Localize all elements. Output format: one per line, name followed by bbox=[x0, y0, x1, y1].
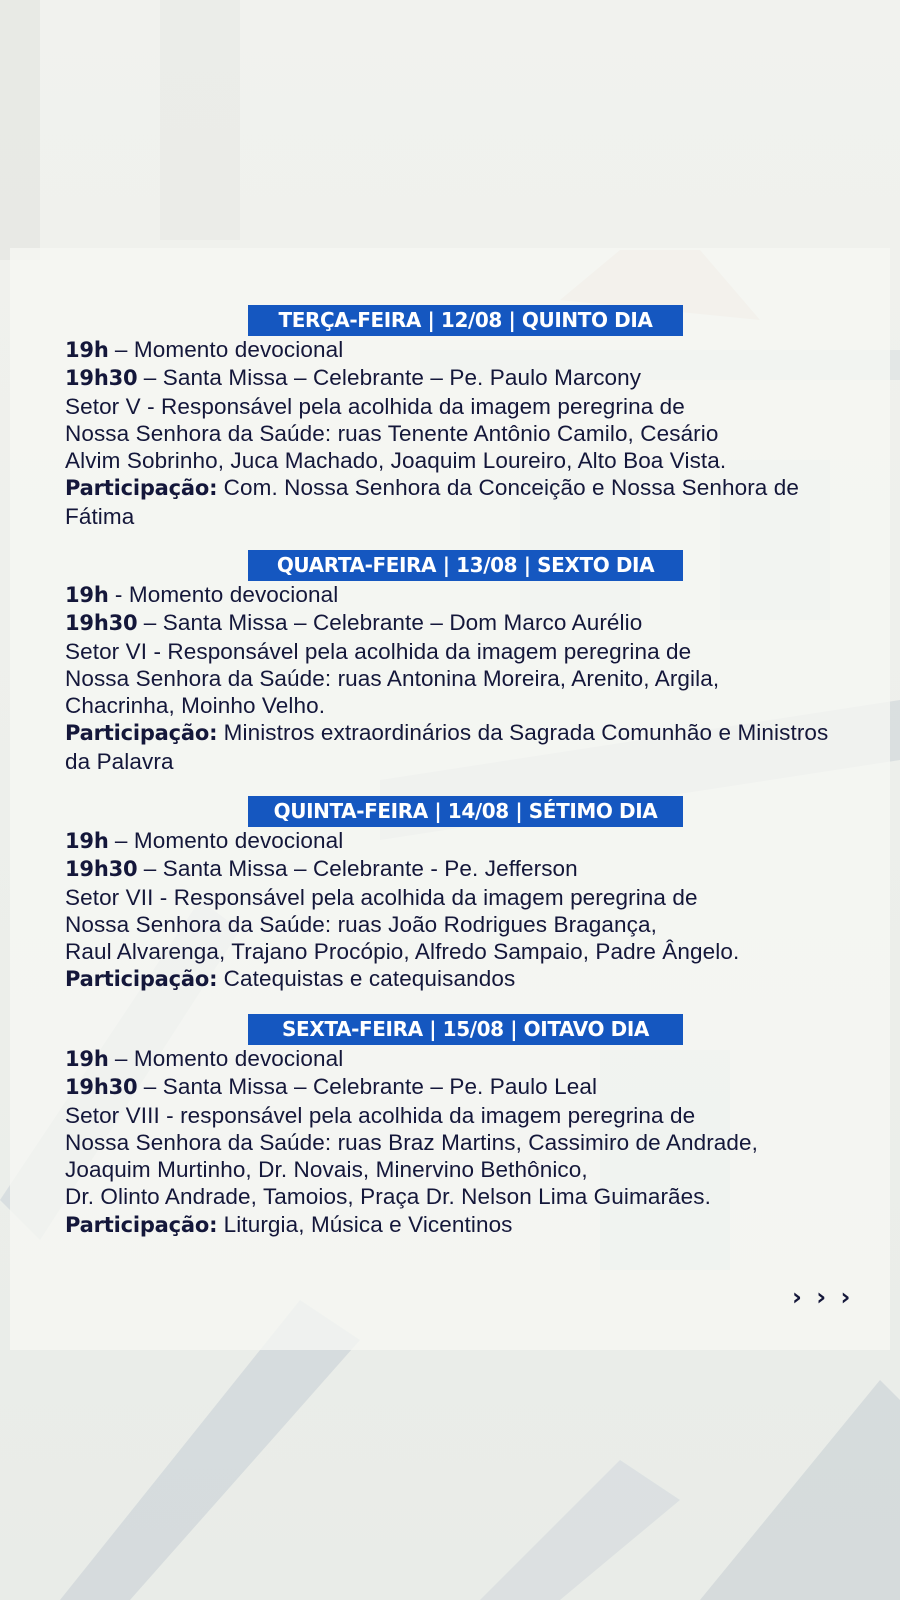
time-text: - Momento devocional bbox=[108, 582, 339, 607]
time-label: 19h bbox=[65, 338, 109, 362]
mass-line bbox=[65, 364, 855, 392]
participation-text: Ministros extraordinários da Sagrada Comunhão e Ministros da Palavra bbox=[65, 720, 829, 774]
day-block bbox=[65, 550, 855, 775]
participation-text: Liturgia, Música e Vicentinos bbox=[217, 1211, 513, 1237]
day-header: QUARTA-FEIRA | 13/08 | SEXTO DIA bbox=[248, 550, 683, 581]
participation-line bbox=[65, 1211, 855, 1239]
mass-line bbox=[65, 855, 855, 883]
mass-line bbox=[65, 609, 855, 637]
participation-label: Participação: bbox=[65, 967, 218, 992]
time-text: – Momento devocional bbox=[108, 828, 344, 853]
participation-text: Com. Nossa Senhora da Conceição e Nossa Senhora de Fátima bbox=[65, 475, 799, 529]
participation-label: Participação: bbox=[65, 1212, 218, 1237]
time-text: – Santa Missa – Celebrante – Dom Marco Aurélio bbox=[137, 610, 643, 636]
day-header: SEXTA-FEIRA | 15/08 | OITAVO DIA bbox=[248, 1014, 683, 1045]
chevron-right-icon[interactable]: › › › bbox=[792, 1283, 854, 1311]
sector-line: Setor VIII - responsável pela acolhida da imagem peregrina de bbox=[65, 1102, 696, 1128]
participation-line bbox=[65, 965, 855, 993]
devotional-line bbox=[65, 827, 855, 855]
time-text: – Santa Missa – Celebrante - Pe. Jefferson bbox=[137, 856, 578, 882]
time-label: 19h30 bbox=[65, 857, 138, 882]
sector-line: Nossa Senhora da Saúde: ruas Braz Martins, Cassimiro de Andrade, bbox=[65, 1129, 759, 1155]
devotional-line bbox=[65, 581, 855, 609]
time-text: – Momento devocional bbox=[108, 1046, 344, 1071]
participation-line bbox=[65, 474, 855, 530]
sector-line: Joaquim Murtinho, Dr. Novais, Minervino Bethônico, bbox=[65, 1157, 588, 1183]
sector-line: Alvim Sobrinho, Juca Machado, Joaquim Loureiro, Alto Boa Vista. bbox=[65, 448, 727, 474]
sector-line: Raul Alvarenga, Trajano Procópio, Alfredo Sampaio, Padre Ângelo. bbox=[65, 939, 740, 965]
participation-label: Participação: bbox=[65, 721, 218, 746]
day-header: TERÇA-FEIRA | 12/08 | QUINTO DIA bbox=[248, 305, 683, 336]
day-header: QUINTA-FEIRA | 14/08 | SÉTIMO DIA bbox=[248, 796, 683, 827]
time-label: 19h bbox=[65, 1047, 109, 1071]
participation-line bbox=[65, 719, 855, 775]
sector-line: Nossa Senhora da Saúde: ruas João Rodrigues Bragança, bbox=[65, 911, 657, 937]
day-block bbox=[65, 796, 855, 994]
participation-label: Participação: bbox=[65, 476, 218, 501]
sector-line: Nossa Senhora da Saúde: ruas Tenente Antônio Camilo, Cesário bbox=[65, 420, 719, 446]
time-label: 19h30 bbox=[65, 366, 138, 391]
time-label: 19h30 bbox=[65, 611, 138, 636]
time-text: – Santa Missa – Celebrante – Pe. Paulo Marcony bbox=[137, 365, 642, 391]
sector-line: Chacrinha, Moinho Velho. bbox=[65, 693, 326, 719]
day-block bbox=[65, 1014, 855, 1239]
devotional-line bbox=[65, 336, 855, 364]
mass-line bbox=[65, 1073, 855, 1101]
time-label: 19h bbox=[65, 829, 109, 853]
participation-text: Catequistas e catequisandos bbox=[217, 966, 516, 992]
day-block bbox=[65, 305, 855, 530]
sector-line: Setor V - Responsável pela acolhida da imagem peregrina de bbox=[65, 393, 685, 419]
sector-line: Dr. Olinto Andrade, Tamoios, Praça Dr. Nelson Lima Guimarães. bbox=[65, 1184, 711, 1210]
sector-line: Nossa Senhora da Saúde: ruas Antonina Moreira, Arenito, Argila, bbox=[65, 665, 720, 691]
sector-line: Setor VI - Responsável pela acolhida da imagem peregrina de bbox=[65, 638, 692, 664]
time-label: 19h30 bbox=[65, 1075, 138, 1100]
sector-line: Setor VII - Responsável pela acolhida da imagem peregrina de bbox=[65, 884, 698, 910]
devotional-line bbox=[65, 1045, 855, 1073]
time-text: – Santa Missa – Celebrante – Pe. Paulo Leal bbox=[137, 1074, 598, 1100]
time-label: 19h bbox=[65, 583, 109, 607]
time-text: – Momento devocional bbox=[108, 337, 344, 362]
